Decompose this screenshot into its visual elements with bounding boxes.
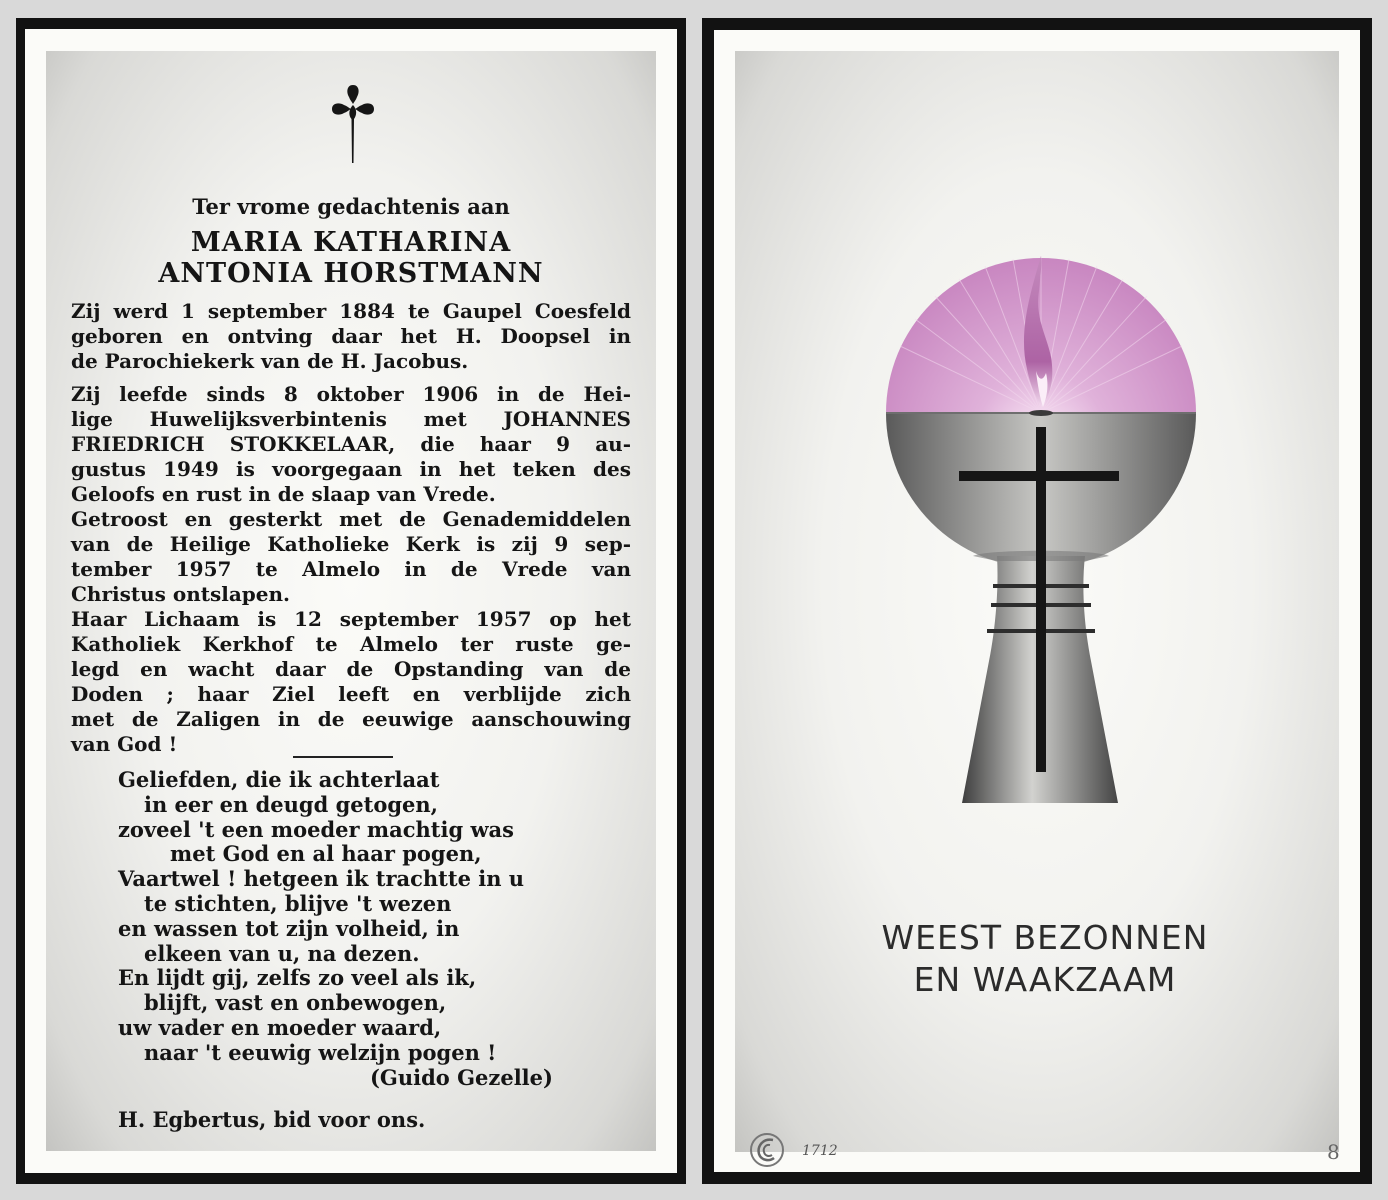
poem-line: blijft, vast en onbewogen,: [144, 990, 447, 1016]
biography-line: van God !: [71, 732, 178, 756]
biography-line: Getroost en gesterkt met de Genademiddelen: [71, 507, 631, 531]
poem-line: naar 't eeuwig welzijn pogen !: [144, 1039, 497, 1065]
biography-line: Doden ; haar Ziel leeft en verblijde zich: [71, 682, 631, 706]
publisher-mark-icon: [747, 1130, 787, 1170]
poem-line: in eer en deugd getogen,: [144, 791, 438, 817]
deceased-name-line-1: MARIA KATHARINA: [190, 227, 512, 258]
biography-line: de Parochiekerk van de H. Jacobus.: [71, 349, 469, 373]
poem-line: en wassen tot zijn volheid, in: [118, 915, 460, 941]
text-panel: [46, 51, 656, 1151]
biography-line: FRIEDRICH STOKKELAAR, die haar 9 au-: [71, 432, 631, 456]
page-number: 8: [1327, 1140, 1340, 1164]
poem-line: elkeen van u, na dezen.: [144, 940, 420, 966]
poem-line: Vaartwel ! hetgeen ik trachtte in u: [118, 866, 525, 892]
divider: [293, 756, 393, 758]
poem-attribution: (Guido Gezelle): [370, 1064, 553, 1090]
poem-line: te stichten, blijve 't wezen: [144, 890, 452, 916]
intro-line: Ter vrome gedachtenis aan: [192, 194, 510, 219]
deceased-name-line-2: ANTONIA HORSTMANN: [158, 258, 544, 289]
biography-line: van de Heilige Katholieke Kerk is zij 9 sep-: [71, 532, 631, 556]
biography-line: gustus 1949 is voorgegaan in het teken des: [71, 457, 631, 481]
poem: [118, 768, 578, 1090]
biography-line: lige Huwelijksverbintenis met JOHANNES: [71, 407, 631, 431]
card-paper: [714, 30, 1360, 1172]
biography-line: tember 1957 te Almelo in de Vrede van: [71, 557, 631, 581]
poem-line: met God en al haar pogen,: [170, 841, 482, 867]
biography-line: met de Zaligen in de eeuwige aanschouwing: [71, 707, 631, 731]
image-panel: [735, 51, 1340, 1164]
cross-icon: [328, 83, 378, 165]
biography-line: Geloofs en rust in de slaap van Vrede.: [71, 482, 496, 506]
biography-line: geboren en ontving daar het H. Doopsel in: [71, 324, 631, 348]
poem-line: zoveel 't een moeder machtig was: [118, 816, 514, 842]
biography-line: Zij werd 1 september 1884 te Gaupel Coesfeld: [71, 299, 631, 323]
biography-line: Zij leefde sinds 8 oktober 1906 in de Hei-: [71, 382, 631, 406]
memorial-card-text-side: [16, 18, 686, 1184]
poem-line: uw vader en moeder waard,: [118, 1014, 442, 1040]
card-paper: [25, 29, 677, 1173]
keyhole-candle-cross-emblem: [735, 51, 1371, 1177]
biography-line: legd en wacht daar de Opstanding van de: [71, 657, 631, 681]
biography-line: Katholiek Kerkhof te Almelo ter ruste ge-: [71, 632, 631, 656]
catalog-number: 1712: [802, 1143, 838, 1159]
closing-prayer: H. Egbertus, bid voor ons.: [118, 1107, 426, 1132]
poem-line: En lijdt gij, zelfs zo veel als ik,: [118, 965, 477, 991]
biography: [71, 299, 631, 757]
memorial-card-image-side: [702, 18, 1372, 1184]
motto-line-2: EN WAAKZAAM: [913, 960, 1177, 999]
biography-line: Haar Lichaam is 12 september 1957 op het: [71, 607, 631, 631]
biography-line: Christus ontslapen.: [71, 582, 291, 606]
motto-line-1: WEEST BEZONNEN: [881, 918, 1209, 957]
poem-line: Geliefden, die ik achterlaat: [118, 767, 440, 792]
